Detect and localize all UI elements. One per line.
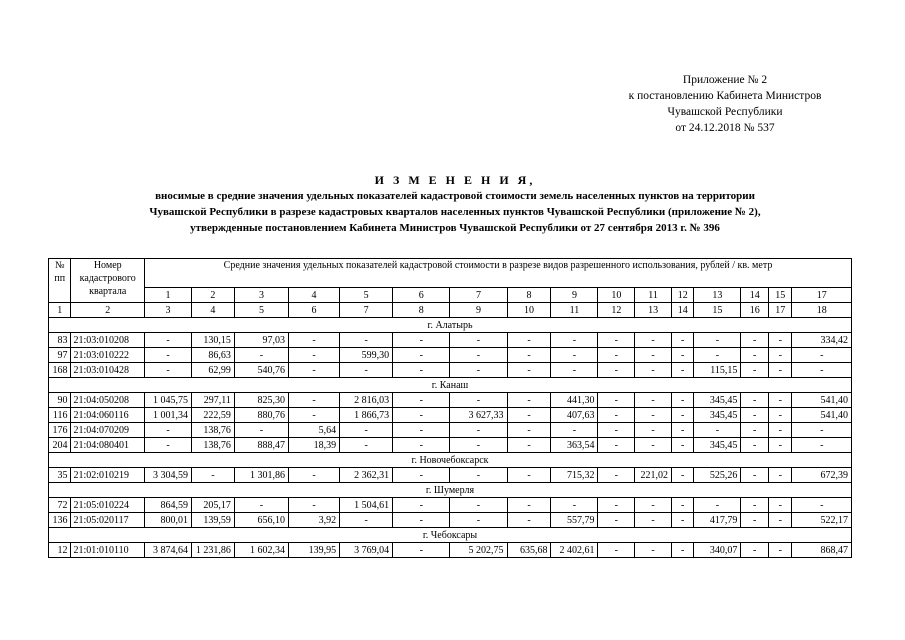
value-cell: - [507,333,551,348]
row-number-cell: 97 [49,348,71,363]
use-type-header: 7 [450,288,507,303]
column-index-cell: 2 [71,303,145,318]
value-cell: - [450,468,507,483]
value-cell: - [741,423,769,438]
value-cell: - [289,333,340,348]
row-number-cell: 136 [49,513,71,528]
value-cell: - [769,348,792,363]
value-cell: 139,59 [191,513,234,528]
value-cell: 1 045,75 [145,393,192,408]
value-cell: - [393,468,450,483]
cadastral-block-cell: 21:04:070209 [71,423,145,438]
appendix-header [560,72,890,136]
value-cell: - [507,348,551,363]
row-number-cell: 72 [49,498,71,513]
value-cell: - [393,438,450,453]
value-cell: - [671,363,693,378]
value-cell: - [792,363,852,378]
value-cell: - [598,423,635,438]
city-group-row [49,318,852,333]
use-type-header: 12 [671,288,693,303]
city-group-row [49,483,852,498]
appendix-line-1: Приложение № 2 [682,74,768,86]
value-cell: - [507,393,551,408]
value-cell: - [450,393,507,408]
value-cell: - [598,438,635,453]
value-cell: - [741,513,769,528]
cadastral-block-cell: 21:03:010428 [71,363,145,378]
value-cell: - [393,543,450,558]
use-type-header: 4 [289,288,340,303]
value-cell: - [145,363,192,378]
value-cell: - [694,423,741,438]
value-cell: 62,99 [191,363,234,378]
document-subtitle-3: утвержденные постановлением Кабинета Министров Чувашской Республики от 27 сентября 2013 г. № 396 [190,222,720,234]
header-value-group: Средние значения удельных показателей кадастровой стоимости в разрезе видов разрешенного использования, рублей / кв. метр [145,259,852,288]
value-cell: - [792,423,852,438]
column-index-cell: 15 [694,303,741,318]
cadastral-block-cell: 21:04:080401 [71,438,145,453]
city-name: г. Шумерля [49,483,852,498]
value-cell: 115,15 [694,363,741,378]
value-cell: 18,39 [289,438,340,453]
cadastral-block-cell: 21:03:010208 [71,333,145,348]
value-cell: - [741,498,769,513]
value-cell: 2 362,31 [340,468,393,483]
value-cell: - [741,348,769,363]
value-cell: - [450,498,507,513]
column-index-cell: 9 [450,303,507,318]
column-index-cell: 10 [507,303,551,318]
value-cell: 205,17 [191,498,234,513]
cadastral-block-cell: 21:04:050208 [71,393,145,408]
value-cell: 672,39 [792,468,852,483]
value-cell: - [769,543,792,558]
use-type-header: 9 [551,288,598,303]
document-heading [40,172,870,236]
value-cell: - [792,498,852,513]
value-cell: 345,45 [694,438,741,453]
value-cell: - [145,333,192,348]
value-cell: - [635,393,672,408]
value-cell: 1 866,73 [340,408,393,423]
row-number-cell: 176 [49,423,71,438]
value-cell: 86,63 [191,348,234,363]
value-cell: - [741,363,769,378]
appendix-line-3: Чувашской Республики [667,106,783,118]
cadastral-block-cell: 21:03:010222 [71,348,145,363]
appendix-line-2: к постановлению Кабинета Министров [628,90,822,102]
cadastral-block-cell: 21:05:010224 [71,498,145,513]
value-cell: 1 504,61 [340,498,393,513]
value-cell: - [769,408,792,423]
value-cell: 407,63 [551,408,598,423]
column-index-cell: 6 [289,303,340,318]
table-row [49,393,852,408]
value-cell: - [450,333,507,348]
value-cell: - [741,408,769,423]
value-cell: 222,59 [191,408,234,423]
document-subtitle-2: Чувашской Республики в разрезе кадастровых кварталов населенных пунктов Чувашской Республики (приложение № 2), [149,206,761,218]
value-cell: - [507,423,551,438]
value-cell: - [340,363,393,378]
table-row [49,363,852,378]
value-cell: 441,30 [551,393,598,408]
value-cell: 1 231,86 [191,543,234,558]
header-cadastral-block: Номер кадастрового квартала [71,259,145,303]
value-cell: - [393,513,450,528]
value-cell: - [769,423,792,438]
value-cell: - [671,498,693,513]
cadastral-block-cell: 21:05:020117 [71,513,145,528]
city-name: г. Алатырь [49,318,852,333]
value-cell: - [145,348,192,363]
use-type-header: 14 [741,288,769,303]
use-type-header: 10 [598,288,635,303]
column-index-cell: 8 [393,303,450,318]
value-cell: 130,15 [191,333,234,348]
appendix-line-4: от 24.12.2018 № 537 [675,122,775,134]
value-cell: - [635,423,672,438]
value-cell: - [450,423,507,438]
value-cell: 3 769,04 [340,543,393,558]
value-cell: - [507,408,551,423]
value-cell: - [635,333,672,348]
value-cell: - [741,393,769,408]
value-cell: 138,76 [191,438,234,453]
value-cell: 541,40 [792,408,852,423]
column-index-cell: 1 [49,303,71,318]
value-cell: - [598,498,635,513]
value-cell: - [598,393,635,408]
city-name: г. Новочебоксарск [49,453,852,468]
value-cell: - [694,498,741,513]
value-cell: - [340,333,393,348]
value-cell: 522,17 [792,513,852,528]
value-cell: - [769,333,792,348]
header-number: № пп [49,259,71,303]
value-cell: - [635,348,672,363]
value-cell: 635,68 [507,543,551,558]
value-cell: - [635,513,672,528]
use-type-header: 1 [145,288,192,303]
value-cell: - [769,513,792,528]
use-type-header: 6 [393,288,450,303]
use-type-header: 15 [769,288,792,303]
value-cell: 3 874,64 [145,543,192,558]
row-number-cell: 168 [49,363,71,378]
value-cell: - [598,363,635,378]
value-cell: 417,79 [694,513,741,528]
value-cell: - [792,438,852,453]
value-cell: - [671,393,693,408]
value-cell: - [671,543,693,558]
value-cell: 1 301,86 [234,468,288,483]
row-number-cell: 12 [49,543,71,558]
value-cell: 340,07 [694,543,741,558]
value-cell: - [191,468,234,483]
column-index-cell: 4 [191,303,234,318]
column-index-cell: 3 [145,303,192,318]
table-body [49,259,852,558]
value-cell: 334,42 [792,333,852,348]
value-cell: - [598,468,635,483]
value-cell: 540,76 [234,363,288,378]
city-group-row [49,453,852,468]
column-index-cell: 14 [671,303,693,318]
value-cell: - [551,333,598,348]
value-cell: - [598,513,635,528]
city-name: г. Чебоксары [49,528,852,543]
value-cell: - [289,393,340,408]
use-type-header: 2 [191,288,234,303]
value-cell: - [769,393,792,408]
value-cell: - [340,423,393,438]
use-type-header: 5 [340,288,393,303]
row-number-cell: 90 [49,393,71,408]
value-cell: - [289,363,340,378]
value-cell: - [635,438,672,453]
value-cell: - [635,408,672,423]
value-cell: 864,59 [145,498,192,513]
value-cell: 97,03 [234,333,288,348]
value-cell: 525,26 [694,468,741,483]
value-cell: - [450,513,507,528]
column-index-cell: 11 [551,303,598,318]
value-cell: - [741,333,769,348]
value-cell: - [598,543,635,558]
row-number-cell: 35 [49,468,71,483]
value-cell: - [393,393,450,408]
value-cell: 345,45 [694,408,741,423]
value-cell: - [769,363,792,378]
value-cell: - [769,438,792,453]
value-cell: - [450,348,507,363]
value-cell: 2 402,61 [551,543,598,558]
value-cell: - [635,498,672,513]
document-subtitle-1: вносимые в средние значения удельных показателей кадастровой стоимости земель населенных пунктов на территории [155,190,755,202]
value-cell: - [340,513,393,528]
value-cell: - [289,408,340,423]
value-cell: 345,45 [694,393,741,408]
value-cell: - [551,363,598,378]
use-type-header: 17 [792,288,852,303]
value-cell: - [598,333,635,348]
value-cell: - [671,348,693,363]
value-cell: - [393,348,450,363]
column-index-cell: 17 [769,303,792,318]
value-cell: 715,32 [551,468,598,483]
value-cell: 297,11 [191,393,234,408]
value-cell: - [507,438,551,453]
table-row [49,408,852,423]
city-group-row [49,528,852,543]
value-cell: - [671,468,693,483]
value-cell: 888,47 [234,438,288,453]
value-cell: 138,76 [191,423,234,438]
column-index-cell: 16 [741,303,769,318]
value-cell: 825,30 [234,393,288,408]
value-cell: - [289,348,340,363]
value-cell: - [234,498,288,513]
value-cell: - [393,423,450,438]
value-cell: - [234,423,288,438]
row-number-cell: 116 [49,408,71,423]
value-cell: - [671,333,693,348]
value-cell: 868,47 [792,543,852,558]
value-cell: - [450,438,507,453]
cadastral-block-cell: 21:04:060116 [71,408,145,423]
value-cell: - [792,348,852,363]
value-cell: 880,76 [234,408,288,423]
value-cell: 139,95 [289,543,340,558]
row-number-cell: 83 [49,333,71,348]
value-cell: - [507,498,551,513]
column-index-cell: 7 [340,303,393,318]
table-row [49,348,852,363]
value-cell: 221,02 [635,468,672,483]
value-cell: - [551,348,598,363]
value-cell: - [393,498,450,513]
value-cell: 2 816,03 [340,393,393,408]
city-group-row [49,378,852,393]
header-index-row [49,303,852,318]
table-row [49,333,852,348]
header-use-types-row [49,288,852,303]
value-cell: - [598,408,635,423]
use-type-header: 3 [234,288,288,303]
value-cell: - [635,543,672,558]
value-cell: - [393,363,450,378]
value-cell: - [393,408,450,423]
document-title: И З М Е Н Е Н И Я, [374,173,536,187]
value-cell: - [507,513,551,528]
table-row [49,543,852,558]
value-cell: 1 001,34 [145,408,192,423]
value-cell: - [741,468,769,483]
value-cell: - [289,468,340,483]
value-cell: - [635,363,672,378]
value-cell: - [551,423,598,438]
table-row [49,438,852,453]
row-number-cell: 204 [49,438,71,453]
value-cell: - [507,468,551,483]
value-cell: - [671,408,693,423]
value-cell: 3 304,59 [145,468,192,483]
value-cell: 557,79 [551,513,598,528]
value-cell: - [507,363,551,378]
value-cell: - [551,498,598,513]
value-cell: 541,40 [792,393,852,408]
value-cell: 656,10 [234,513,288,528]
value-cell: - [671,438,693,453]
value-cell: 3,92 [289,513,340,528]
cadastral-values-table [48,258,852,558]
value-cell: - [741,543,769,558]
value-cell: 363,54 [551,438,598,453]
value-cell: - [393,333,450,348]
value-cell: - [694,348,741,363]
use-type-header: 11 [635,288,672,303]
value-cell: - [741,438,769,453]
cadastral-block-cell: 21:02:010219 [71,468,145,483]
column-index-cell: 18 [792,303,852,318]
value-cell: - [289,498,340,513]
value-cell: 1 602,34 [234,543,288,558]
value-cell: - [694,333,741,348]
table-row [49,423,852,438]
table-row [49,468,852,483]
use-type-header: 8 [507,288,551,303]
value-cell: 5 202,75 [450,543,507,558]
value-cell: - [450,363,507,378]
city-name: г. Канаш [49,378,852,393]
value-cell: 800,01 [145,513,192,528]
value-cell: - [234,348,288,363]
value-cell: - [340,438,393,453]
value-cell: - [769,498,792,513]
cadastral-block-cell: 21:01:010110 [71,543,145,558]
use-type-header: 13 [694,288,741,303]
value-cell: 5,64 [289,423,340,438]
table-row [49,513,852,528]
value-cell: - [671,513,693,528]
column-index-cell: 13 [635,303,672,318]
table-row [49,498,852,513]
value-cell: 3 627,33 [450,408,507,423]
value-cell: - [145,423,192,438]
column-index-cell: 5 [234,303,288,318]
value-cell: 599,30 [340,348,393,363]
column-index-cell: 12 [598,303,635,318]
value-cell: - [598,348,635,363]
value-cell: - [145,438,192,453]
value-cell: - [769,468,792,483]
value-cell: - [671,423,693,438]
